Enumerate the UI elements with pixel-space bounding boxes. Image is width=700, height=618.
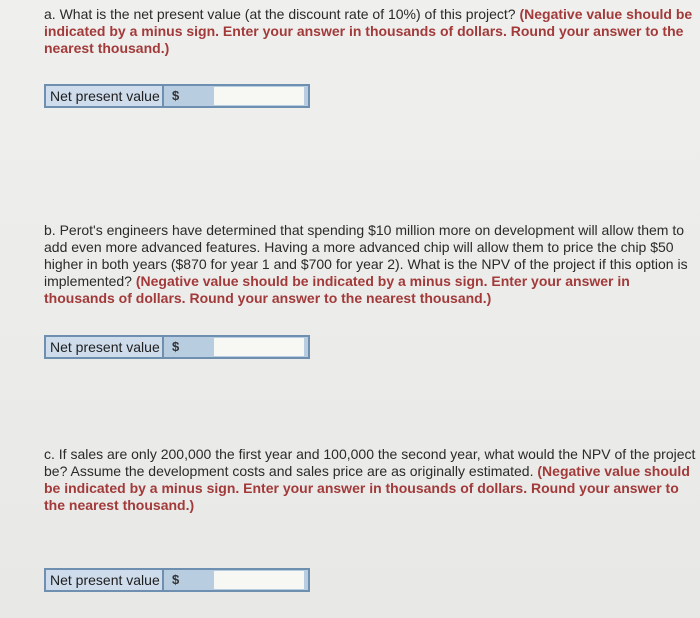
answer-a-label: Net present value xyxy=(46,86,164,106)
question-c-text: c. If sales are only 200,000 the first year and 100,000 the second year, what would the NPV of the project be? Assume the development costs and sales price are as originally estimated. xyxy=(44,446,696,479)
question-c xyxy=(44,446,700,514)
answer-b-currency: $ xyxy=(172,339,180,354)
answer-c-cell xyxy=(164,570,308,590)
answer-c-label: Net present value xyxy=(46,570,164,590)
answer-a-input-wrap xyxy=(214,87,304,105)
question-a-text: a. What is the net present value (at the discount rate of 10%) of this project? xyxy=(44,6,516,22)
answer-row-a xyxy=(44,84,310,108)
answer-a-input[interactable] xyxy=(214,87,304,105)
question-b-instruction: (Negative value should be indicated by a minus sign. Enter your answer in thousands of dollars. Round your answer to the nearest thousand.) xyxy=(44,273,630,306)
answer-c-currency: $ xyxy=(172,572,180,587)
answer-c-input-wrap xyxy=(214,571,304,589)
answer-b-cell xyxy=(164,337,308,357)
question-a xyxy=(44,6,700,57)
question-b-text: b. Perot's engineers have determined that spending $10 million more on development will allow them to add even more advanced features. Having a more advanced chip will allow them to price the chip $50 higher in both years ($870 for year 1 and $700 for year 2). What is the NPV of the project if this option is implemented? xyxy=(44,222,688,289)
answer-c-input[interactable] xyxy=(214,571,304,589)
answer-row-c xyxy=(44,568,310,592)
answer-b-input[interactable] xyxy=(214,338,304,356)
question-c-instruction: (Negative value should be indicated by a minus sign. Enter your answer in thousands of dollars. Round your answer to the nearest thousand.) xyxy=(44,463,690,513)
answer-b-label: Net present value xyxy=(46,337,164,357)
question-a-instruction: (Negative value should be indicated by a minus sign. Enter your answer in thousands of dollars. Round your answer to the nearest thousand.) xyxy=(44,6,693,56)
answer-b-input-wrap xyxy=(214,338,304,356)
answer-a-cell xyxy=(164,86,308,106)
question-b xyxy=(44,222,700,307)
answer-row-b xyxy=(44,335,310,359)
answer-a-currency: $ xyxy=(172,88,180,103)
